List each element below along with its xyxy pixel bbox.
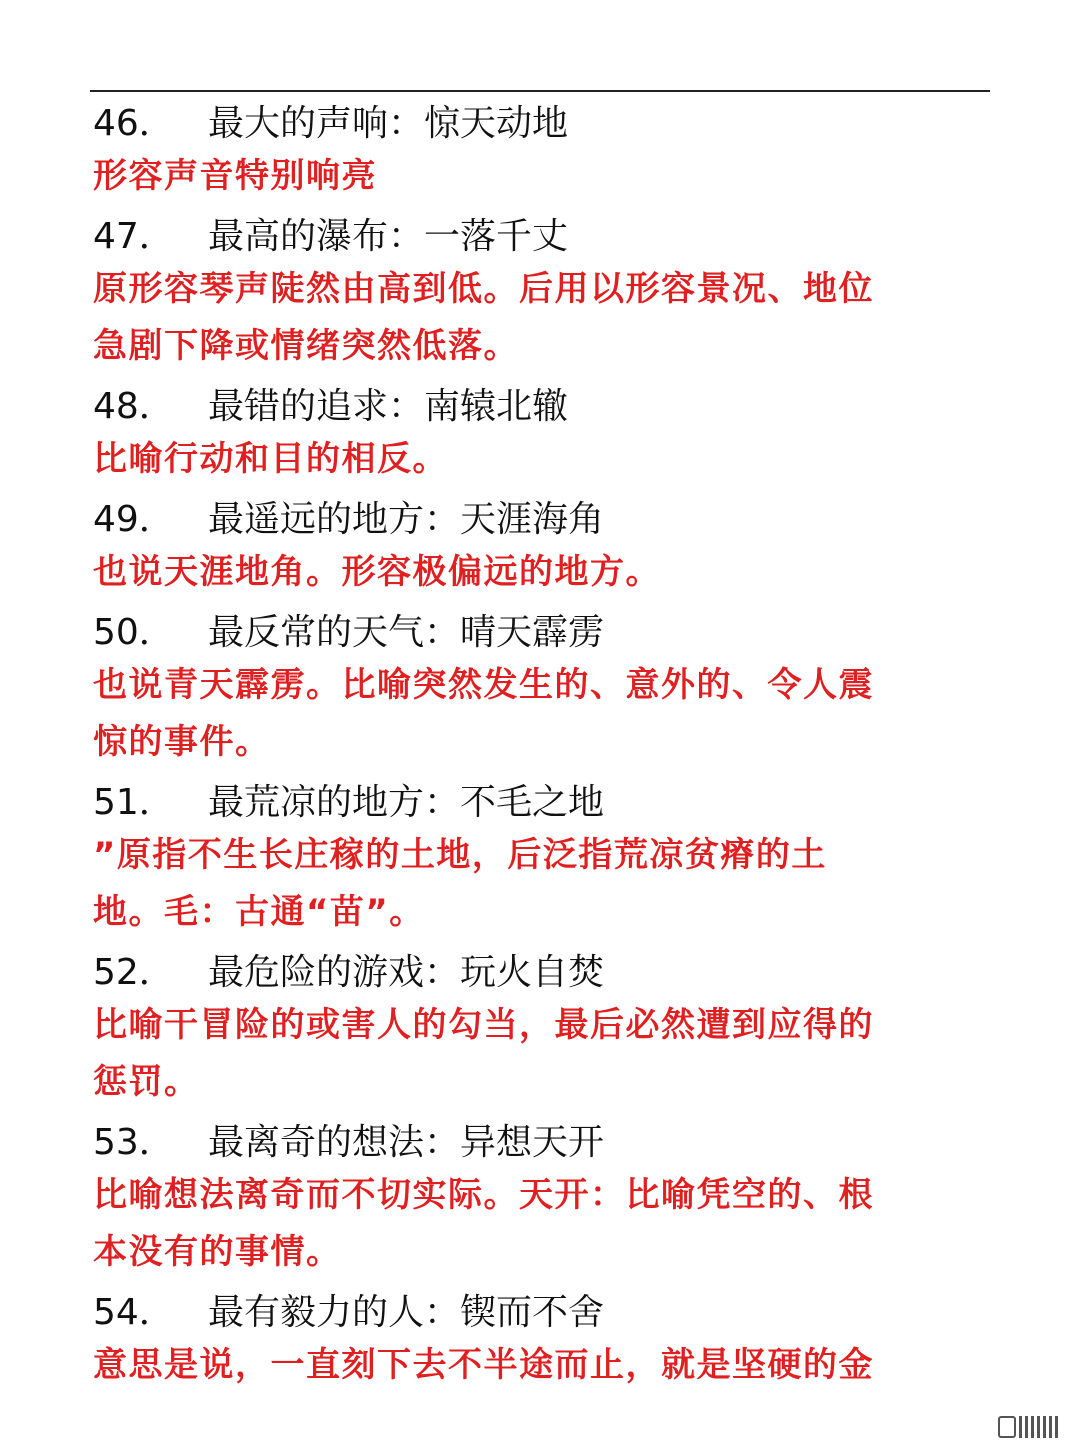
entry-number: 46． <box>93 102 175 144</box>
idiom-entry <box>93 488 983 601</box>
idiom-explanation-line: 惊的事件。 <box>93 722 271 762</box>
idiom-heading <box>93 1281 983 1337</box>
entry-number: 52． <box>93 951 175 993</box>
idiom-title: 最高的瀑布：一落千丈 <box>208 215 569 257</box>
idiom-explanation-line: 形容声音特别响亮 <box>93 156 377 196</box>
idiom-explanation-line: 地。毛：古通“苗”。 <box>93 892 425 932</box>
idiom-entry <box>93 771 983 941</box>
entry-number: 51． <box>93 781 175 823</box>
idiom-title: 最危险的游戏：玩火自焚 <box>208 951 605 993</box>
idiom-entry <box>93 1281 983 1394</box>
idiom-list <box>93 92 983 1394</box>
idiom-explanation-line: 本没有的事情。 <box>93 1232 342 1272</box>
idiom-heading <box>93 1111 983 1167</box>
watermark-logo-icon <box>998 1414 1058 1438</box>
entry-number: 49． <box>93 498 175 540</box>
idiom-entry <box>93 92 983 205</box>
idiom-explanation-line: 比喻想法离奇而不切实际。天开：比喻凭空的、根 <box>93 1175 874 1215</box>
idiom-heading <box>93 771 983 827</box>
idiom-heading <box>93 941 983 997</box>
idiom-heading <box>93 601 983 657</box>
idiom-entry <box>93 601 983 771</box>
idiom-title: 最有毅力的人：锲而不舍 <box>208 1291 605 1333</box>
idiom-title: 最离奇的想法：异想天开 <box>208 1121 605 1163</box>
idiom-explanation-line: ”原指不生长庄稼的土地，后泛指荒凉贫瘠的土 <box>93 835 827 875</box>
idiom-heading <box>93 205 983 261</box>
entry-number: 53． <box>93 1121 175 1163</box>
idiom-explanation-line: 原形容琴声陡然由高到低。后用以形容景况、地位 <box>93 269 874 309</box>
idiom-entry <box>93 375 983 488</box>
idiom-title: 最大的声响：惊天动地 <box>208 102 569 144</box>
idiom-explanation-line: 比喻干冒险的或害人的勾当，最后必然遭到应得的 <box>93 1005 874 1045</box>
entry-number: 54． <box>93 1291 175 1333</box>
idiom-explanation-line: 急剧下降或情绪突然低落。 <box>93 326 519 366</box>
idiom-title: 最荒凉的地方：不毛之地 <box>208 781 605 823</box>
idiom-title: 最反常的天气：晴天霹雳 <box>208 611 605 653</box>
idiom-explanation-line: 意思是说，一直刻下去不半途而止，就是坚硬的金 <box>93 1345 874 1385</box>
idiom-explanation-line: 比喻行动和目的相反。 <box>93 439 448 479</box>
idiom-explanation-line: 惩罚。 <box>93 1062 200 1102</box>
idiom-explanation-line: 也说青天霹雳。比喻突然发生的、意外的、令人震 <box>93 665 874 705</box>
entry-number: 48． <box>93 385 175 427</box>
idiom-entry <box>93 1111 983 1281</box>
entry-number: 47． <box>93 215 175 257</box>
idiom-heading <box>93 375 983 431</box>
idiom-explanation-line: 也说天涯地角。形容极偏远的地方。 <box>93 552 661 592</box>
idiom-heading <box>93 92 983 148</box>
idiom-heading <box>93 488 983 544</box>
idiom-title: 最遥远的地方：天涯海角 <box>208 498 605 540</box>
idiom-entry <box>93 205 983 375</box>
idiom-title: 最错的追求：南辕北辙 <box>208 385 569 427</box>
idiom-entry <box>93 941 983 1111</box>
entry-number: 50． <box>93 611 175 653</box>
